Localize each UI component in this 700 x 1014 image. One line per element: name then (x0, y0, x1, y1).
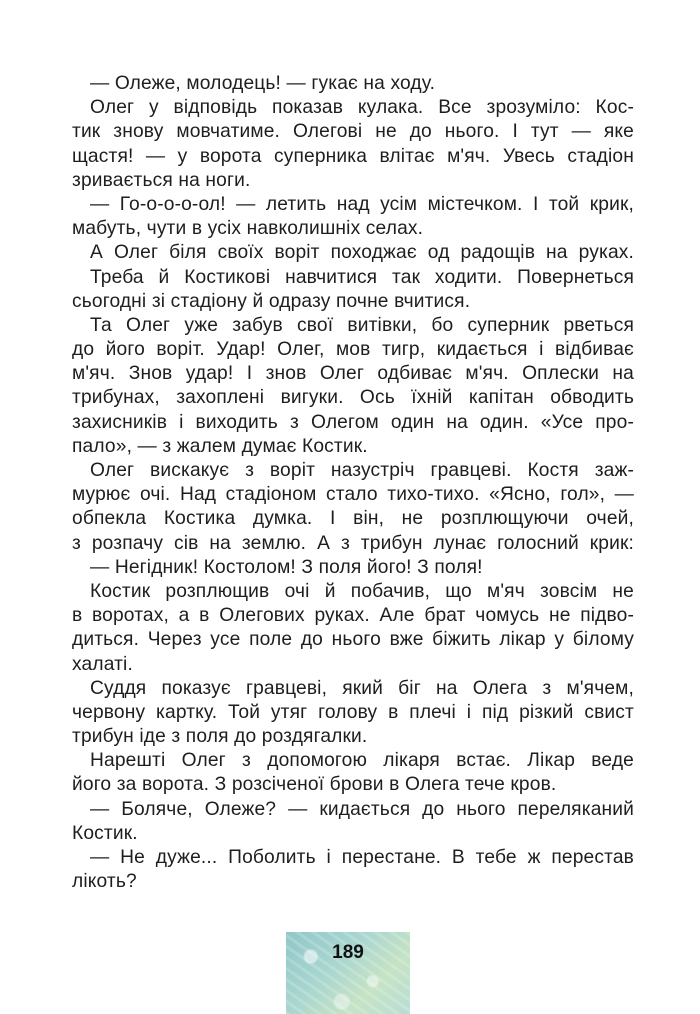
text-line: Костик розплющив очі й побачив, що м'яч зовсім не (90, 580, 634, 602)
text-line: з розпачу сів на землю. А з трибун лунає голосний крик: (72, 532, 634, 554)
text-line: захисників і виходить з Олегом один на один. «Усе про- (72, 411, 634, 433)
text-line: — Го-о-о-о-ол! — летить над усім містечком. І той крик, (90, 193, 634, 215)
text-line: пало», — з жалем думає Костик. (72, 435, 368, 457)
text-line: в воротах, а в Олегових руках. Але брат чомусь не підво- (72, 605, 634, 627)
page-number: 189 (332, 942, 364, 963)
text-line: лікоть? (72, 871, 137, 893)
text-line: Суддя показує гравцеві, який біг на Олега з м'ячем, (90, 677, 634, 699)
text-line: — Олеже, молодець! — гукає на ходу. (90, 73, 436, 94)
text-line: тик знову мовчатиме. Олегові не до нього. І тут — яке (72, 121, 634, 143)
text-line: трибун іде з поля до роздягалки. (72, 726, 368, 748)
text-line: Нарешті Олег з допомогою лікаря встає. Лікар веде (90, 750, 634, 772)
text-line: — Не дуже... Поболить і перестане. В тебе ж перестав (90, 847, 634, 868)
text-line: Треба й Костикові навчитися так ходити. Повернеться (90, 266, 634, 288)
text-line: халаті. (72, 653, 133, 675)
text-line: мабуть, чути в усіх навколишніх селах. (72, 218, 424, 240)
text-line: обпекла Костика думка. І він, не розплющуючи очей, (72, 508, 634, 530)
text-line: м'яч. Знов удар! І знов Олег одбиває м'яч. Оплески на (72, 363, 634, 385)
text-line: Олег вискакує з воріт назустріч гравцеві. Костя заж- (90, 460, 634, 481)
text-line: червону картку. Той утяг голову в плечі і під різкий свист (72, 701, 634, 723)
text-line: Костик. (72, 822, 138, 844)
text-line: зривається на ноги. (72, 169, 251, 191)
text-line: — Боляче, Олеже? — кидається до нього переляканий (90, 798, 634, 820)
text-line: трибунах, захоплені вигуки. Ось їхній капітан обводить (72, 387, 634, 409)
text-line: — Негідник! Костолом! З поля його! З поля! (90, 556, 483, 578)
page-text (72, 72, 634, 894)
text-line: Олег у відповідь показав кулака. Все зрозуміло: Кос- (90, 97, 634, 119)
text-line: мурює очі. Над стадіоном стало тихо-тихо. «Ясно, гол», — (72, 484, 634, 506)
text-line: його за ворота. З розсіченої брови в Олега тече кров. (72, 774, 557, 796)
text-line: щастя! — у ворота суперника влітає м'яч. Увесь стадіон (72, 145, 634, 167)
text-line: Та Олег уже забув свої витівки, бо суперник рветься (90, 314, 634, 336)
text-line: А Олег біля своїх воріт походжає од радощів на руках. (90, 242, 634, 264)
text-line: сьогодні зі стадіону й одразу почне вчитися. (72, 290, 471, 312)
text-line: до його воріт. Удар! Олег, мов тигр, кидається і відбиває (72, 339, 634, 361)
text-line: диться. Через усе поле до нього вже біжить лікар у білому (72, 629, 634, 651)
page-number-badge (286, 932, 410, 1014)
